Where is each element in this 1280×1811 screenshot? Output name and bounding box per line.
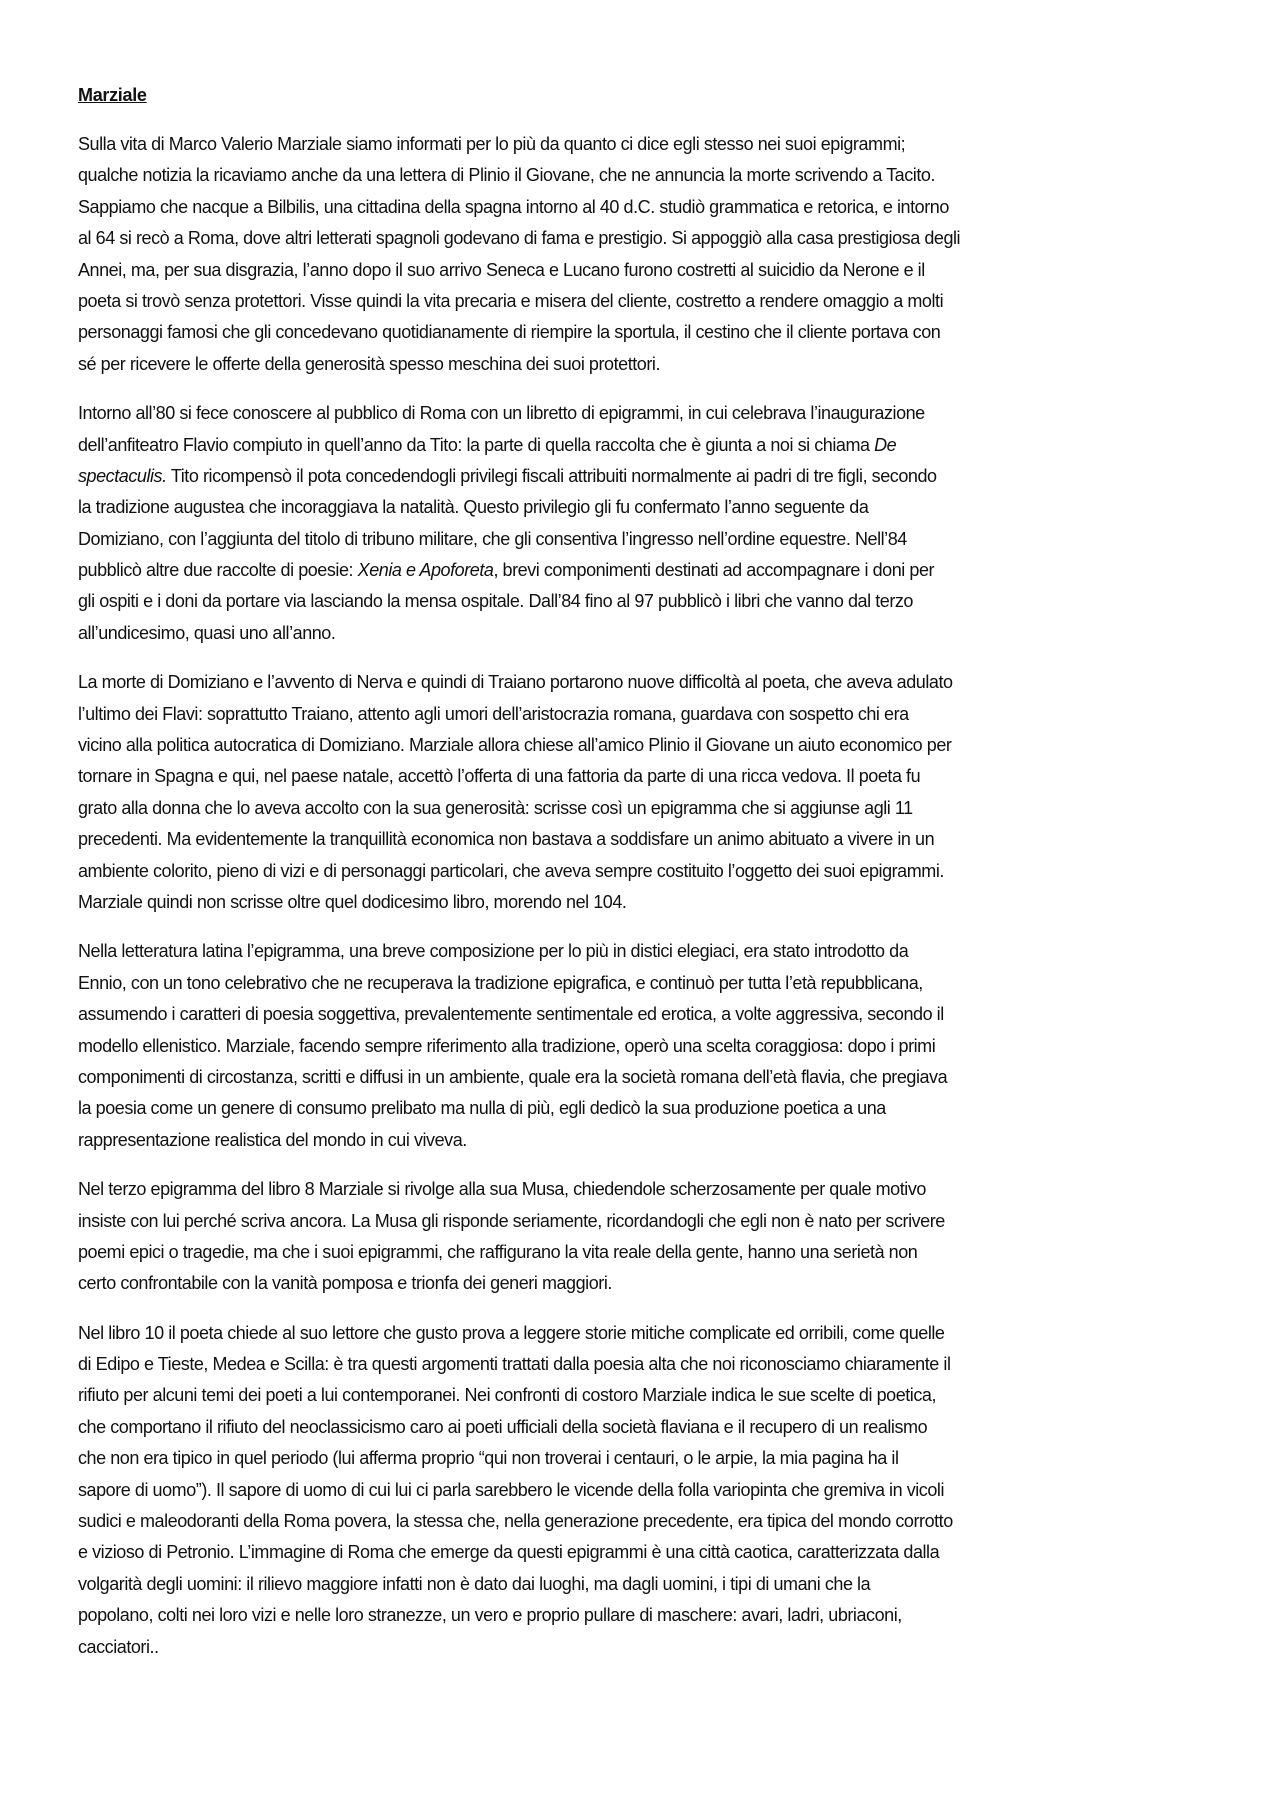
text-line: cacciatori..: [78, 1636, 159, 1657]
text-line: all’undicesimo, quasi uno all’anno.: [78, 622, 336, 643]
text-line: popolano, colti nei loro vizi e nelle loro stranezze, un vero e proprio pullare di maschere: avari, ladri, ubriaconi,: [78, 1605, 902, 1626]
text-segment: , brevi componimenti destinati ad accompagnare i doni per: [493, 560, 935, 581]
text-line: [78, 555, 1208, 586]
text-line: [78, 461, 1208, 492]
italic-text: Xenia e Apoforeta: [357, 560, 494, 581]
text-line: sudici e maleodoranti della Roma povera, la stessa che, nella generazione precedente, era tipica del mondo corrotto: [78, 1511, 953, 1532]
text-line: assumendo i caratteri di poesia soggettiva, prevalentemente sentimentale ed erotica, a volte aggressiva, secondo il: [78, 1004, 944, 1025]
text-segment: pubblicò altre due raccolte di poesie:: [78, 560, 358, 581]
text-line: gli ospiti e i doni da portare via lasciando la mensa ospitale. Dall’84 fino al 97 pubblicò i libri che vanno dal terzo: [78, 591, 913, 612]
text-line: volgarità degli uomini: il rilievo maggiore infatti non è dato dai luoghi, ma dagli uomini, i tipi di umani che la: [78, 1573, 871, 1594]
text-line: al 64 si recò a Roma, dove altri letterati spagnoli godevano di fama e prestigio. Si appoggiò alla casa prestigiosa degli: [78, 228, 961, 249]
text-line: l’ultimo dei Flavi: soprattutto Traiano, attento agli umori dell’aristocrazia romana, guardava con sospetto chi era: [78, 703, 909, 724]
text-line: rappresentazione realistica del mondo in cui viveva.: [78, 1129, 467, 1150]
text-line: Annei, ma, per sua disgrazia, l’anno dopo il suo arrivo Seneca e Lucano furono costretti al suicidio da Nerone e il: [78, 259, 925, 280]
text-line: grato alla donna che lo aveva accolto con la sua generosità: scrisse così un epigramma che si aggiunse agli 11: [78, 797, 913, 818]
text-line: la poesia come un genere di consumo prelibato ma nulla di più, egli dedicò la sua produzione poetica a una: [78, 1098, 886, 1119]
text-line: poemi epici o tragedie, ma che i suoi epigrammi, che raffigurano la vita reale della gente, hanno una serietà non: [78, 1241, 918, 1262]
text-line: che non era tipico in quel periodo (lui afferma proprio “qui non troverai i centauri, o le arpie, la mia pagina ha il: [78, 1448, 899, 1469]
text-line: Nella letteratura latina l’epigramma, una breve composizione per lo più in distici elegiaci, era stato introdotto da: [78, 941, 909, 962]
text-line: Ennio, con un tono celebrativo che ne recuperava la tradizione epigrafica, e continuò per tutta l’età repubblicana,: [78, 972, 923, 993]
paragraph: [78, 129, 1208, 380]
text-line: insiste con lui perché scriva ancora. La Musa gli risponde seriamente, ricordandogli che egli non è nato per scrivere: [78, 1210, 945, 1231]
text-line: sapore di uomo”). Il sapore di uomo di cui lui ci parla sarebbero le vicende della folla variopinta che gremiva in vicoli: [78, 1479, 945, 1500]
text-line: ambiente colorito, pieno di vizi e di personaggi particolari, che aveva sempre costituito l’oggetto dei suoi epigrammi.: [78, 860, 944, 881]
text-line: precedenti. Ma evidentemente la tranquillità economica non bastava a soddisfare un animo abituato a vivere in un: [78, 829, 935, 850]
document-title: Marziale: [78, 85, 147, 105]
text-line: Nel terzo epigramma del libro 8 Marziale si rivolge alla sua Musa, chiedendole scherzosamente per quale motivo: [78, 1179, 926, 1200]
paragraph: [78, 398, 1208, 649]
text-line: tornare in Spagna e qui, nel paese natale, accettò l’offerta di una fattoria da parte di una ricca vedova. Il poeta fu: [78, 766, 921, 787]
text-line: sé per ricevere le offerte della generosità spesso meschina dei suoi protettori.: [78, 353, 661, 374]
text-line: rifiuto per alcuni temi dei poeti a lui contemporanei. Nei confronti di costoro Marziale indica le sue scelte di poetica,: [78, 1385, 937, 1406]
text-line: qualche notizia la ricaviamo anche da una lettera di Plinio il Giovane, che ne annuncia la morte scrivendo a Tacito.: [78, 165, 936, 186]
text-line: la tradizione augustea che incoraggiava la natalità. Questo privilegio gli fu confermato l’anno seguente da: [78, 497, 869, 518]
italic-text: De: [874, 434, 897, 455]
text-line: e vizioso di Petronio. L’immagine di Roma che emerge da questi epigrammi è una città caotica, caratterizzata dalla: [78, 1542, 940, 1563]
text-line: che comportano il rifiuto del neoclassicismo caro ai poeti ufficiali della società flaviana e il recupero di un realismo: [78, 1416, 928, 1437]
paragraph: [78, 936, 1208, 1156]
document-page: [78, 80, 1208, 1681]
text-line: personaggi famosi che gli concedevano quotidianamente di riempire la sportula, il cestino che il cliente portava con: [78, 322, 941, 343]
paragraph: [78, 667, 1208, 918]
text-line: di Edipo e Tieste, Medea e Scilla: è tra questi argomenti trattati dalla poesia alta che noi riconosciamo chiaramente il: [78, 1354, 951, 1375]
text-segment: dell’anfiteatro Flavio compiuto in quell’anno da Tito: la parte di quella raccolta che è giunta a noi si chiama: [78, 434, 875, 455]
text-line: Marziale quindi non scrisse oltre quel dodicesimo libro, morendo nel 104.: [78, 891, 627, 912]
text-line: [78, 430, 1208, 461]
paragraph: [78, 1174, 1208, 1300]
text-line: Intorno all’80 si fece conoscere al pubblico di Roma con un libretto di epigrammi, in cui celebrava l’inaugurazione: [78, 403, 925, 424]
text-line: poeta si trovò senza protettori. Visse quindi la vita precaria e misera del cliente, costretto a rendere omaggio a molti: [78, 290, 944, 311]
text-line: modello ellenistico. Marziale, facendo sempre riferimento alla tradizione, operò una scelta coraggiosa: dopo i primi: [78, 1035, 936, 1056]
text-line: La morte di Domiziano e l’avvento di Nerva e quindi di Traiano portarono nuove difficoltà al poeta, che aveva adulato: [78, 672, 953, 693]
italic-text: spectaculis.: [78, 465, 167, 486]
text-line: Domiziano, con l’aggiunta del titolo di tribuno militare, che gli consentiva l’ingresso nell’ordine equestre. Nell’84: [78, 528, 907, 549]
paragraph: [78, 1318, 1208, 1663]
text-line: Nel libro 10 il poeta chiede al suo lettore che gusto prova a leggere storie mitiche complicate ed orribili, come quelle: [78, 1322, 945, 1343]
text-line: Sappiamo che nacque a Bilbilis, una cittadina della spagna intorno al 40 d.C. studiò grammatica e retorica, e intorno: [78, 196, 949, 217]
text-line: Sulla vita di Marco Valerio Marziale siamo informati per lo più da quanto ci dice egli stesso nei suoi epigrammi;: [78, 134, 906, 154]
text-segment: Tito ricompensò il pota concedendogli privilegi fiscali attribuiti normalmente ai padri di tre figli, secondo: [166, 465, 937, 486]
text-line: componimenti di circostanza, scritti e diffusi in un ambiente, quale era la società romana dell’età flavia, che pregiava: [78, 1066, 948, 1087]
text-line: vicino alla politica autocratica di Domiziano. Marziale allora chiese all’amico Plinio il Giovane un aiuto economico per: [78, 735, 952, 756]
document-body: [78, 129, 1208, 1663]
text-line: certo confrontabile con la vanità pomposa e trionfa dei generi maggiori.: [78, 1273, 612, 1294]
